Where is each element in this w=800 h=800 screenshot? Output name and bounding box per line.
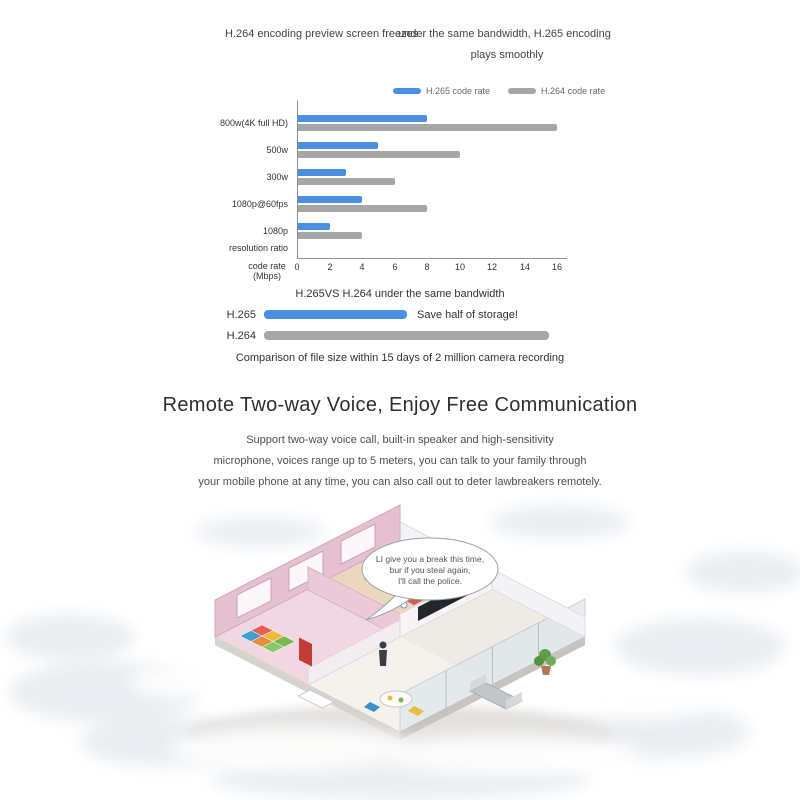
storage-row [218, 304, 549, 325]
storage-row [218, 325, 549, 346]
legend-label-h265: H.265 code rate [426, 86, 491, 96]
storage-annotation: Save half of storage! [417, 308, 518, 321]
x-axis-line [297, 258, 567, 259]
chart-legend [393, 86, 605, 96]
chart-bar [297, 223, 330, 230]
chart-bar [297, 151, 460, 158]
bubble-line-1: LI give you a break this time, [375, 554, 485, 564]
x-tick: 16 [551, 262, 563, 272]
section-body [0, 430, 800, 493]
chart-row [168, 109, 557, 136]
storage-chart [218, 304, 549, 346]
chart-category-label: 1080p [262, 225, 288, 236]
chart-bar-group [297, 223, 362, 239]
legend-item-h264 [508, 86, 605, 96]
legend-label-h264: H.264 code rate [541, 86, 606, 96]
bandwidth-chart-caption: H.265VS H.264 under the same bandwidth [295, 288, 505, 300]
chart-row [168, 136, 557, 163]
body-line-2: microphone, voices range up to 5 meters, you can talk to your family through [213, 455, 587, 467]
house-illustration [0, 487, 800, 800]
chart-category-label: 800w(4K full HD) [219, 117, 288, 128]
chart-row [168, 217, 557, 244]
x-axis-title-line1: code rate [248, 261, 286, 271]
storage-bar [264, 310, 407, 319]
chart-row [168, 163, 557, 190]
storage-row-label: H.265 [226, 308, 256, 321]
bubble-line-2: bur if you steal again, [389, 565, 471, 575]
chart-intro-right-line1: under the same bandwidth, H.265 encoding [398, 28, 611, 40]
x-axis-title [240, 261, 294, 282]
chart-intro-left: H.264 encoding preview screen freezes [225, 28, 419, 40]
chart-row [168, 190, 557, 217]
legend-swatch-h264-icon [508, 88, 536, 94]
legend-item-h265 [393, 86, 490, 96]
storage-bar [264, 331, 549, 340]
x-tick: 14 [519, 262, 531, 272]
chart-bar [297, 196, 362, 203]
bubble-line-3: I'll call the police. [398, 576, 462, 586]
x-tick: 10 [454, 262, 466, 272]
chart-category-label: 500w [266, 144, 288, 155]
x-tick: 0 [294, 262, 300, 272]
x-tick: 8 [424, 262, 430, 272]
x-axis-title-line2: (Mbps) [252, 271, 281, 282]
chart-bar-group [297, 115, 557, 131]
storage-chart-caption: Comparison of file size within 15 days of 2 million camera recording [235, 352, 565, 364]
x-tick: 6 [392, 262, 398, 272]
chart-bar [297, 178, 395, 185]
chart-bar [297, 205, 427, 212]
x-tick: 2 [327, 262, 333, 272]
chart-bar-group [297, 169, 395, 185]
person-figure [379, 642, 387, 667]
legend-swatch-h265-icon [393, 88, 421, 94]
chart-bar [297, 124, 557, 131]
bandwidth-chart-rows [168, 109, 557, 244]
chart-intro-right-line2: plays smoothly [470, 49, 544, 61]
section-title: Remote Two-way Voice, Enjoy Free Communication [162, 394, 638, 416]
chart-bar [297, 115, 427, 122]
body-line-1: Support two-way voice call, built-in speaker and high-sensitivity [246, 434, 554, 446]
body-line-3: your mobile phone at any time, you can also call out to deter lawbreakers remotely. [198, 476, 602, 488]
x-tick: 4 [359, 262, 365, 272]
chart-bar [297, 169, 346, 176]
chart-bar-group [297, 142, 460, 158]
chart-bar [297, 142, 378, 149]
y-axis-line [297, 101, 298, 259]
chart-bar-group [297, 196, 427, 212]
storage-row-label: H.264 [226, 329, 256, 342]
y-axis-title: resolution ratio [228, 243, 288, 253]
chart-category-label: 300w [266, 171, 288, 182]
chart-bar [297, 232, 362, 239]
x-tick: 12 [486, 262, 498, 272]
chart-category-label: 1080p@60fps [231, 198, 288, 209]
x-axis-ticks [294, 262, 567, 274]
